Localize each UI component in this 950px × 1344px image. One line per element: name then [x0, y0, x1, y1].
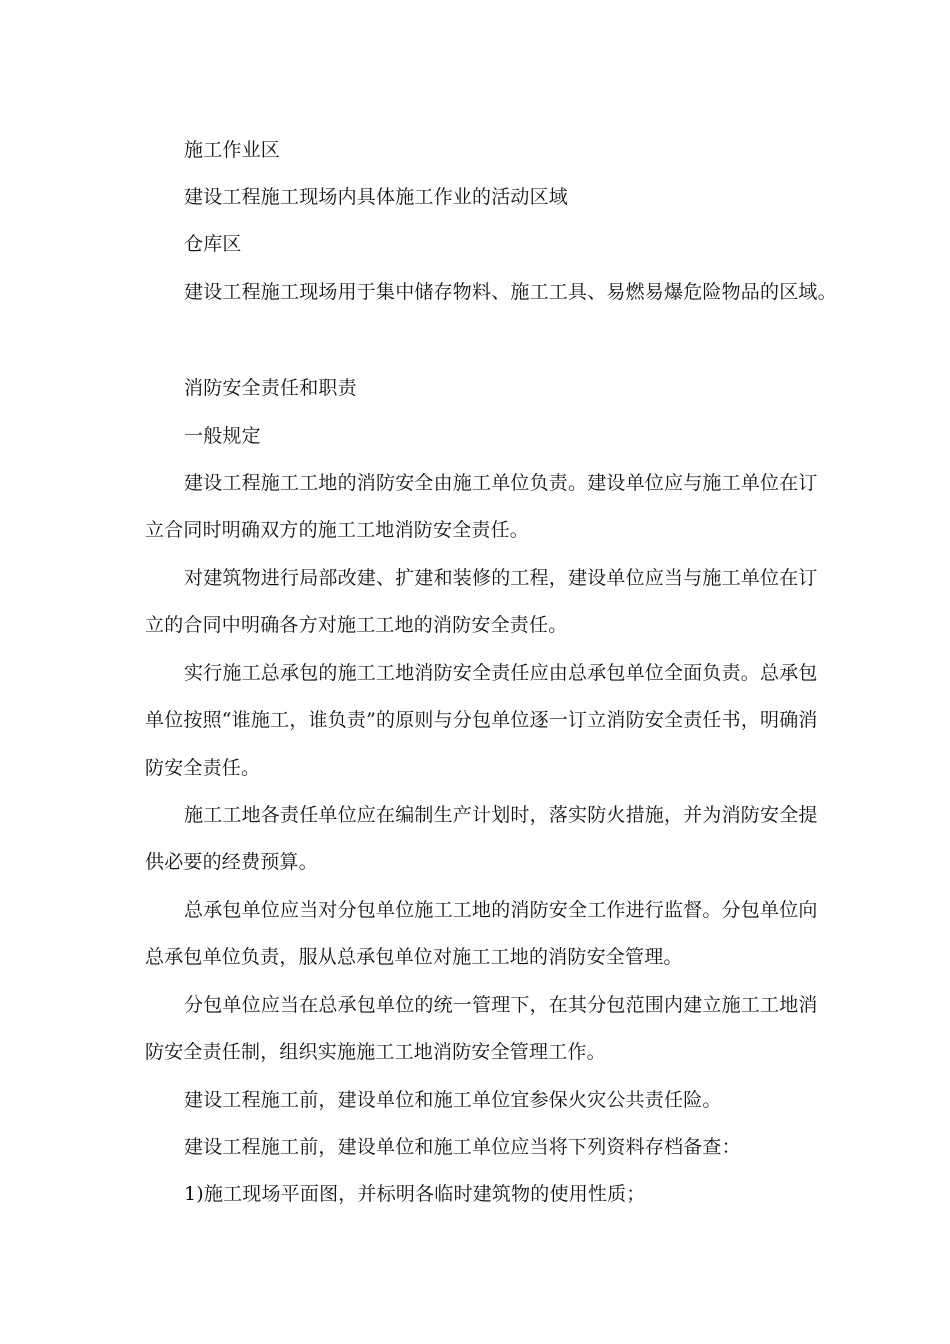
paragraph-line: 建设工程施工前，建设单位和施工单位应当将下列资料存档备查：	[184, 1136, 741, 1158]
heading-construction-area: 施工作业区	[184, 139, 281, 161]
paragraph-line: 总承包单位负责，服从总承包单位对施工工地的消防安全管理。	[145, 946, 683, 968]
heading-general-provisions: 一般规定	[184, 425, 261, 447]
paragraph-line: 立合同时明确双方的施工工地消防安全责任。	[145, 519, 530, 541]
paragraph-line: 单位按照“谁施工，谁负责”的原则与分包单位逐一订立消防安全责任书，明确消	[145, 709, 818, 731]
paragraph-line: 分包单位应当在总承包单位的统一管理下，在其分包范围内建立施工工地消	[184, 994, 818, 1016]
paragraph-line: 对建筑物进行局部改建、扩建和装修的工程，建设单位应当与施工单位在订	[184, 567, 818, 589]
paragraph-line: 防安全责任制，组织实施施工工地消防安全管理工作。	[145, 1041, 606, 1063]
heading-fire-safety-responsibility: 消防安全责任和职责	[184, 377, 357, 399]
paragraph-line: 建设工程施工现场内具体施工作业的活动区域	[184, 186, 569, 208]
heading-warehouse-area: 仓库区	[184, 233, 242, 255]
paragraph-line: 建设工程施工工地的消防安全由施工单位负责。建设单位应与施工单位在订	[184, 472, 818, 494]
paragraph-line: 立的合同中明确各方对施工工地的消防安全责任。	[145, 614, 568, 636]
list-item: 1)施工现场平面图，并标明各临时建筑物的使用性质；	[184, 1183, 646, 1205]
paragraph-line: 建设工程施工现场用于集中储存物料、施工工具、易燃易爆危险物品的区域。	[184, 281, 837, 303]
paragraph-line: 实行施工总承包的施工工地消防安全责任应由总承包单位全面负责。总承包	[184, 662, 818, 684]
paragraph-line: 施工工地各责任单位应在编制生产计划时，落实防火措施，并为消防安全提	[184, 804, 818, 826]
paragraph-line: 防安全责任。	[145, 757, 261, 779]
paragraph-line: 建设工程施工前，建设单位和施工单位宜参保火灾公共责任险。	[184, 1089, 722, 1111]
paragraph-line: 总承包单位应当对分包单位施工工地的消防安全工作进行监督。分包单位向	[184, 899, 818, 921]
paragraph-line: 供必要的经费预算。	[145, 851, 318, 873]
